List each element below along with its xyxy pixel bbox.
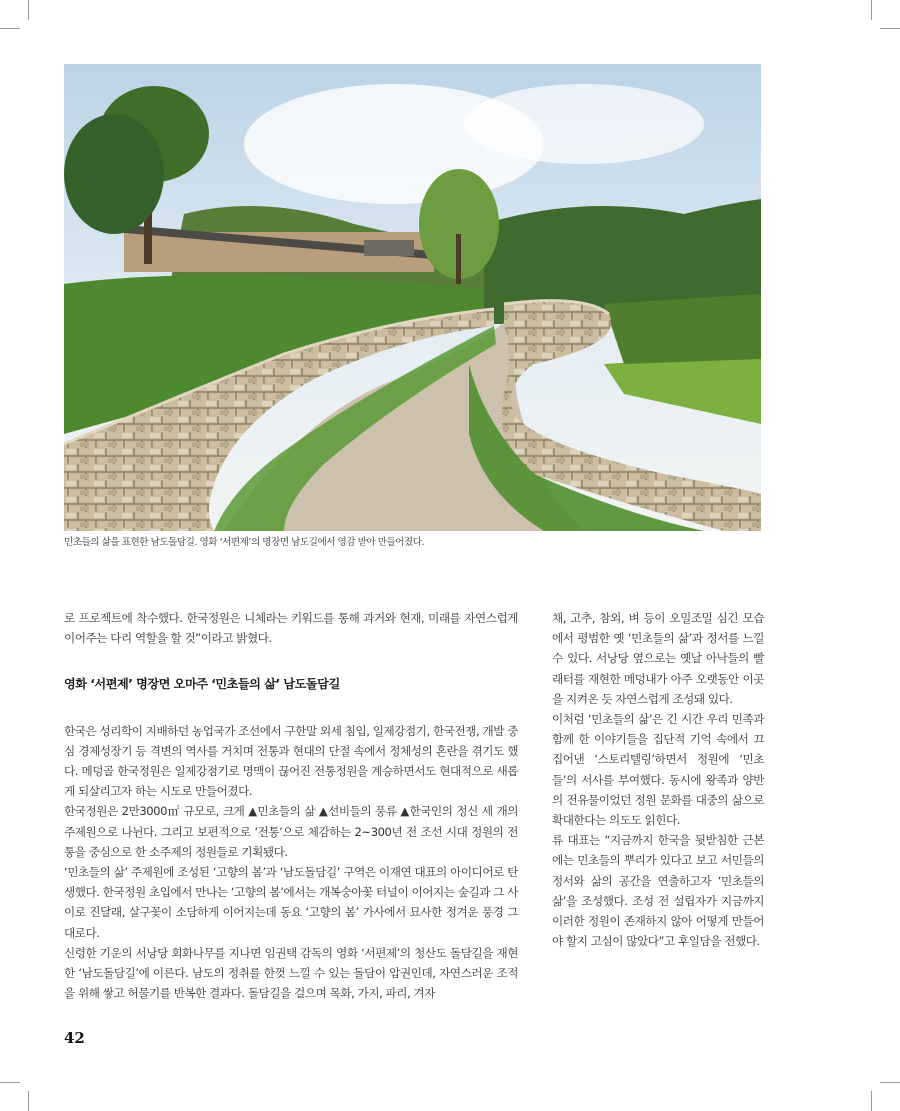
crop-mark [880, 28, 900, 29]
paragraph: 류 대표는 “지금까지 한국을 뒷받침한 근본에는 민초들의 뿌리가 있다고 보고 서민들의 정서와 삶의 공간을 연출하고자 ‘민초들의 삶’을 조성했다. 조성 전 설립자가 지금까지 이러한 정원이 존재하지 않아 어떻게 만들어야 할지 고심이 많았다”고 후일담을 전했다. [552, 833, 764, 949]
crop-mark [0, 28, 20, 29]
section-heading: 영화 ‘서편제’ 명장면 오마주 ‘민초들의 삶’ 남도돌담길 [64, 677, 340, 692]
crop-mark [880, 1082, 900, 1083]
article-right-column [552, 608, 764, 951]
crop-mark [871, 1091, 872, 1111]
page-number: 42 [64, 1029, 85, 1047]
crop-mark [871, 0, 872, 20]
crop-mark [0, 1082, 20, 1083]
paragraph: 신령한 기운의 서낭당 회화나무를 지나면 임권택 감독의 영화 ‘서편제’의 청산도 돌담길을 재현한 ‘남도돌담길’에 이른다. 남도의 정취를 한껏 느낄 수 있는 돌담이 압권인데, 자연스러운 조적을 위해 쌓고 허물기를 반복한 결과다. 돌담길을 걸으며 목화, 가지, 파리, 겨자 [64, 945, 518, 1001]
photo-caption: 민초들의 삶을 표현한 남도돌담길. 영화 ‘서편제’의 명장면 남도길에서 영감 받아 만들어졌다. [64, 537, 425, 548]
paragraph: 로 프로젝트에 착수했다. 한국정원은 니체라는 키워드를 통해 과거와 현재, 미래를 자연스럽게 이어주는 다리 역할을 할 것”이라고 밝혔다. [64, 611, 518, 646]
paragraph: 채, 고추, 참외, 벼 등이 오밀조밀 심긴 모습에서 평범한 옛 ‘민초들의 삶’과 정서를 느낄 수 있다. 서낭당 옆으로는 옛날 아낙들의 빨래터를 재현한 메덩내가 아주 오랫동안 이곳을 지켜온 듯 자연스럽게 조성돼 있다. [552, 611, 764, 706]
stone-wall-path-illustration [64, 64, 761, 531]
crop-mark [28, 1091, 29, 1111]
paragraph: 한국정원은 2만3000㎡ 규모로, 크게 ▲민초들의 삶 ▲선비들의 풍류 ▲한국인의 정신 세 개의 주제원으로 나뉜다. 그리고 보편적으로 ‘전통’으로 체감하는 2~300년 전 조선 시대 정원의 전통을 중심으로 한 소주제의 정원들로 기획됐다. [64, 804, 518, 859]
paragraph: 한국은 성리학이 지배하던 농업국가 조선에서 구한말 외세 침입, 일제강점기, 한국전쟁, 개발 중심 경제성장기 등 격변의 역사를 거치며 전통과 현대의 단절 속에서 정체성의 혼란을 겪기도 했다. 메덩골 한국정원은 일제강점기로 명맥이 끊어진 전통정원을 계승하면서도 현대적으로 새롭게 되살리고자 하는 시도로 만들어졌다. [64, 723, 518, 799]
crop-mark [28, 0, 29, 20]
article-left-column [64, 608, 518, 1003]
garden-photo [64, 64, 761, 531]
paragraph: ‘민초들의 삶’ 주제원에 조성된 ‘고향의 봄’과 ‘남도돌담길’ 구역은 이재연 대표의 아이디어로 탄생했다. 한국정원 초입에서 만나는 ‘고향의 봄’에서는 개복숭아꽃 터널이 이어지는 숲길과 그 사이로 진달래, 살구꽃이 소담하게 이어지는데 동요 ‘고향의 봄’ 가사에서 묘사한 정겨운 풍경 그대로다. [64, 865, 518, 940]
paragraph: 이처럼 ‘민초들의 삶’은 긴 시간 우리 민족과 함께 한 이야기들을 집단적 기억 속에서 끄집어낸 ‘스토리텔링’하면서 정원에 ‘민초들’의 서사를 부여했다. 동시에 왕족과 양반의 전유물이었던 정원 문화를 대중의 삶으로 확대한다는 의도도 읽힌다. [552, 712, 764, 828]
